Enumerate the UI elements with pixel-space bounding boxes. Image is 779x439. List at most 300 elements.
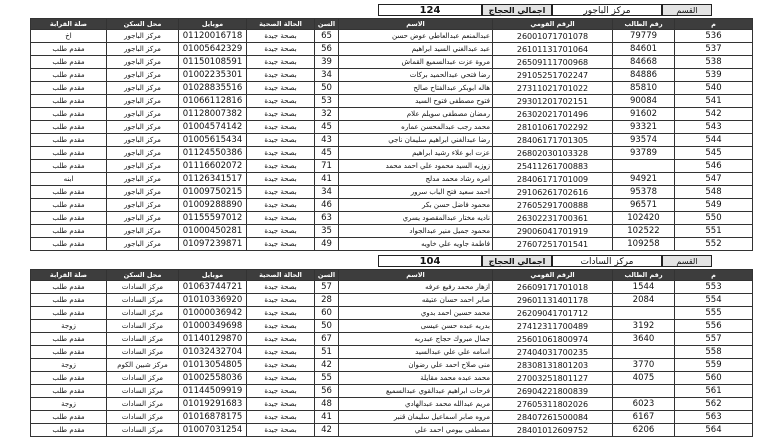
applicant-no-cell: 91602 [613,108,675,121]
age-cell: 35 [315,225,339,238]
national-id-cell: 29106261702616 [493,186,613,199]
mobile-cell: 01128007382 [179,108,247,121]
col-serial: م [675,19,753,30]
address-cell: مركز الباجور [107,108,179,121]
mobile-cell: 01013054805 [179,359,247,372]
health-cell: بصحة جيدة [247,333,315,346]
name-cell: عبدالمنعم عبدالعاطي عوض حسن [339,30,493,43]
serial-cell: 545 [675,147,753,160]
table-row [31,294,753,307]
name-cell: فرحات ابراهيم عبدالقوي عبدالسميع [339,385,493,398]
col-age: السن [315,270,339,281]
mobile-cell: 01009750215 [179,186,247,199]
name-cell: محمود فاضل حسن بكر [339,199,493,212]
section-sadat [30,255,752,437]
mobile-cell: 01019291683 [179,398,247,411]
mobile-cell: 01120016718 [179,30,247,43]
table-row [31,424,753,437]
table-row [31,82,753,95]
name-cell: احمد سعيد فتح الباب سرور [339,186,493,199]
mobile-cell: 01005615434 [179,134,247,147]
applicant-no-cell: 102522 [613,225,675,238]
address-cell: مركز الباجور [107,147,179,160]
relation-cell: مقدم طلب [31,121,107,134]
address-cell: مركز الباجور [107,160,179,173]
address-cell: مركز السادات [107,424,179,437]
col-name: الاسم [339,19,493,30]
age-cell: 34 [315,186,339,199]
address-cell: مركز الباجور [107,69,179,82]
applicant-no-cell [613,160,675,173]
relation-cell: اخ [31,30,107,43]
serial-cell: 548 [675,186,753,199]
total-pilgrims-label: اجمالي الحجاج [482,4,552,16]
relation-cell: مقدم طلب [31,199,107,212]
table-row [31,307,753,320]
applicant-no-cell: 90084 [613,95,675,108]
relation-cell: مقدم طلب [31,238,107,251]
mobile-cell: 01028835516 [179,82,247,95]
health-cell: بصحة جيدة [247,82,315,95]
address-cell: مركز السادات [107,346,179,359]
serial-cell: 537 [675,43,753,56]
name-cell: مروة عزت عبدالسميع القماش [339,56,493,69]
col-address: محل السكن [107,270,179,281]
mobile-cell: 01124550386 [179,147,247,160]
applicant-no-cell: 3770 [613,359,675,372]
serial-cell: 559 [675,359,753,372]
health-cell: بصحة جيدة [247,424,315,437]
age-cell: 34 [315,69,339,82]
health-cell: بصحة جيدة [247,30,315,43]
applicant-no-cell: 79779 [613,30,675,43]
national-id-cell: 29301201702151 [493,95,613,108]
col-applicant-no: رقم الطالب [613,19,675,30]
applicant-no-cell: 93789 [613,147,675,160]
national-id-cell: 28406171701305 [493,134,613,147]
national-id-cell: 26001071701078 [493,30,613,43]
col-mobile: موبايل [179,270,247,281]
applicant-no-cell: 84886 [613,69,675,82]
name-cell: مصطفى بيومي احمد علي [339,424,493,437]
name-cell: عزت ابو علاء رشيد ابراهيم [339,147,493,160]
name-cell: اسامه علي علي عبدالسيد [339,346,493,359]
health-cell: بصحة جيدة [247,385,315,398]
national-id-cell: 27412311700489 [493,320,613,333]
relation-cell: مقدم طلب [31,212,107,225]
total-pilgrims-value: 104 [378,255,482,267]
applicant-no-cell: 85810 [613,82,675,95]
address-cell: مركز السادات [107,294,179,307]
health-cell: بصحة جيدة [247,346,315,359]
serial-cell: 539 [675,69,753,82]
national-id-cell: 26302021701496 [493,108,613,121]
table-row [31,121,753,134]
serial-cell: 556 [675,320,753,333]
table-row [31,359,753,372]
address-cell: مركز الباجور [107,212,179,225]
national-id-cell: 26609171701018 [493,281,613,294]
health-cell: بصحة جيدة [247,359,315,372]
pilgrims-table [30,18,753,251]
address-cell: مركز الباجور [107,121,179,134]
mobile-cell: 01155597012 [179,212,247,225]
col-relation: صلة القرابة [31,19,107,30]
health-cell: بصحة جيدة [247,56,315,69]
serial-cell: 555 [675,307,753,320]
health-cell: بصحة جيدة [247,212,315,225]
name-cell: مريم عبدالله محمد عبدالهادي [339,398,493,411]
applicant-no-cell: 94921 [613,173,675,186]
age-cell: 49 [315,238,339,251]
applicant-no-cell: 102420 [613,212,675,225]
mobile-cell: 01000450281 [179,225,247,238]
national-id-cell: 27003251801127 [493,372,613,385]
health-cell: بصحة جيدة [247,398,315,411]
name-cell: امره رشاد محمد مدلج [339,173,493,186]
age-cell: 55 [315,372,339,385]
age-cell: 42 [315,359,339,372]
age-cell: 41 [315,173,339,186]
serial-cell: 557 [675,333,753,346]
age-cell: 56 [315,385,339,398]
table-row [31,199,753,212]
relation-cell: مقدم طلب [31,225,107,238]
address-cell: مركز السادات [107,411,179,424]
health-cell: بصحة جيدة [247,95,315,108]
relation-cell: مقدم طلب [31,333,107,346]
applicant-no-cell: 93574 [613,134,675,147]
col-national-id: الرقم القومي [493,270,613,281]
serial-cell: 553 [675,281,753,294]
serial-cell: 543 [675,121,753,134]
age-cell: 56 [315,43,339,56]
national-id-cell: 26509111700968 [493,56,613,69]
mobile-cell: 01144509919 [179,385,247,398]
address-cell: مركز الباجور [107,134,179,147]
name-cell: رضا فتحي عبدالحميد بركات [339,69,493,82]
address-cell: مركز الباجور [107,30,179,43]
relation-cell: مقدم طلب [31,281,107,294]
serial-cell: 549 [675,199,753,212]
age-cell: 51 [315,346,339,359]
serial-cell: 541 [675,95,753,108]
serial-cell: 558 [675,346,753,359]
age-cell: 45 [315,121,339,134]
serial-cell: 563 [675,411,753,424]
col-serial: م [675,270,753,281]
table-row [31,30,753,43]
mobile-cell: 01000349698 [179,320,247,333]
address-cell: مركز الباجور [107,199,179,212]
mobile-cell: 01002558036 [179,372,247,385]
serial-cell: 538 [675,56,753,69]
address-cell: مركز الباجور [107,238,179,251]
name-cell: محمد عبده محمد مقايلة [339,372,493,385]
applicant-no-cell: 3640 [613,333,675,346]
serial-cell: 550 [675,212,753,225]
serial-cell: 554 [675,294,753,307]
address-cell: مركز الباجور [107,186,179,199]
age-cell: 65 [315,30,339,43]
applicant-no-cell [613,385,675,398]
health-cell: بصحة جيدة [247,134,315,147]
applicant-no-cell [613,346,675,359]
serial-cell: 562 [675,398,753,411]
national-id-cell: 29105251702247 [493,69,613,82]
health-cell: بصحة جيدة [247,294,315,307]
national-id-cell: 28308131801203 [493,359,613,372]
table-row [31,346,753,359]
national-id-cell: 27607251701541 [493,238,613,251]
address-cell: مركز الباجور [107,56,179,69]
serial-cell: 542 [675,108,753,121]
national-id-cell: 25601061800974 [493,333,613,346]
table-row [31,320,753,333]
mobile-cell: 01000036942 [179,307,247,320]
serial-cell: 564 [675,424,753,437]
mobile-cell: 01126341517 [179,173,247,186]
section-header-band [30,4,752,18]
col-relation: صلة القرابة [31,270,107,281]
health-cell: بصحة جيدة [247,173,315,186]
relation-cell: مقدم طلب [31,134,107,147]
applicant-no-cell [613,307,675,320]
name-cell: محمود جميل منير عبدالجواد [339,225,493,238]
table-row [31,95,753,108]
name-cell: رضا عبدالغني ابراهيم سليمان ناجي [339,134,493,147]
national-id-cell: 29006041701919 [493,225,613,238]
table-row [31,333,753,346]
relation-cell: مقدم طلب [31,56,107,69]
name-cell: جمال مبروك حجاج عبدربه [339,333,493,346]
mobile-cell: 01005642329 [179,43,247,56]
national-id-cell: 27605311802026 [493,398,613,411]
col-national-id: الرقم القومي [493,19,613,30]
age-cell: 43 [315,134,339,147]
age-cell: 41 [315,411,339,424]
table-row [31,56,753,69]
age-cell: 45 [315,147,339,160]
relation-cell: ابنه [31,173,107,186]
health-cell: بصحة جيدة [247,281,315,294]
relation-cell: مقدم طلب [31,294,107,307]
table-row [31,108,753,121]
col-applicant-no: رقم الطالب [613,270,675,281]
applicant-no-cell: 3192 [613,320,675,333]
national-id-cell: 28406171701009 [493,173,613,186]
address-cell: مركز الباجور [107,82,179,95]
mobile-cell: 01097239871 [179,238,247,251]
name-cell: ازهار محمد رفيع عرفه [339,281,493,294]
serial-cell: 546 [675,160,753,173]
applicant-no-cell: 95378 [613,186,675,199]
mobile-cell: 01140129870 [179,333,247,346]
table-row [31,225,753,238]
age-cell: 42 [315,424,339,437]
national-id-cell: 26904221800839 [493,385,613,398]
serial-cell: 551 [675,225,753,238]
address-cell: مركز السادات [107,372,179,385]
relation-cell: مقدم طلب [31,346,107,359]
serial-cell: 544 [675,134,753,147]
national-id-cell: 26302231700361 [493,212,613,225]
table-row [31,372,753,385]
relation-cell: زوجة [31,398,107,411]
serial-cell: 560 [675,372,753,385]
relation-cell: مقدم طلب [31,160,107,173]
serial-cell: 561 [675,385,753,398]
health-cell: بصحة جيدة [247,307,315,320]
applicant-no-cell: 96571 [613,199,675,212]
health-cell: بصحة جيدة [247,411,315,424]
age-cell: 63 [315,212,339,225]
pilgrims-table [30,269,753,437]
relation-cell: مقدم طلب [31,186,107,199]
health-cell: بصحة جيدة [247,160,315,173]
national-id-cell: 27404031700235 [493,346,613,359]
national-id-cell: 28401012609752 [493,424,613,437]
health-cell: بصحة جيدة [247,147,315,160]
col-name: الاسم [339,270,493,281]
age-cell: 28 [315,294,339,307]
address-cell: مركز الباجور [107,225,179,238]
name-cell: فتوح مصطفى فتوح السيد [339,95,493,108]
relation-cell: مقدم طلب [31,108,107,121]
health-cell: بصحة جيدة [247,108,315,121]
name-cell: صابر احمد حسان عتيقه [339,294,493,307]
col-address: محل السكن [107,19,179,30]
center-name: مركز الباجور [552,4,662,16]
mobile-cell: 01150108591 [179,56,247,69]
address-cell: مركز السادات [107,398,179,411]
col-mobile: موبايل [179,19,247,30]
mobile-cell: 01007031254 [179,424,247,437]
address-cell: مركز الباجور [107,43,179,56]
national-id-cell: 28101061702292 [493,121,613,134]
age-cell: 57 [315,281,339,294]
section-label: القسم [662,4,712,16]
table-row [31,238,753,251]
age-cell: 50 [315,82,339,95]
address-cell: مركز السادات [107,320,179,333]
applicant-no-cell: 109258 [613,238,675,251]
mobile-cell: 01004574142 [179,121,247,134]
section-baguor [30,4,752,251]
national-id-cell: 27311021701022 [493,82,613,95]
address-cell: مركز شبين الكوم [107,359,179,372]
health-cell: بصحة جيدة [247,225,315,238]
address-cell: مركز السادات [107,281,179,294]
mobile-cell: 01016878175 [179,411,247,424]
relation-cell: مقدم طلب [31,307,107,320]
applicant-no-cell: 1544 [613,281,675,294]
name-cell: زوزيه السيد محمود علي احمد محمد [339,160,493,173]
name-cell: مروه صابر اسماعيل سليمان قنبر [339,411,493,424]
serial-cell: 547 [675,173,753,186]
section-header-band [30,255,752,269]
relation-cell: مقدم طلب [31,385,107,398]
col-health: الحالة الصحية [247,270,315,281]
name-cell: رمضان مصطفى سويلم علام [339,108,493,121]
mobile-cell: 01002235301 [179,69,247,82]
table-row [31,281,753,294]
mobile-cell: 01009288890 [179,199,247,212]
relation-cell: مقدم طلب [31,95,107,108]
age-cell: 48 [315,398,339,411]
relation-cell: زوجة [31,359,107,372]
mobile-cell: 01116602072 [179,160,247,173]
name-cell: عبد عبدالغني السيد ابراهيم [339,43,493,56]
relation-cell: مقدم طلب [31,43,107,56]
applicant-no-cell: 6206 [613,424,675,437]
age-cell: 67 [315,333,339,346]
relation-cell: مقدم طلب [31,69,107,82]
name-cell: محمد رجب عبدالمحسن عماره [339,121,493,134]
national-id-cell: 26101131701064 [493,43,613,56]
address-cell: مركز السادات [107,385,179,398]
health-cell: بصحة جيدة [247,121,315,134]
national-id-cell: 28407261500084 [493,411,613,424]
serial-cell: 552 [675,238,753,251]
age-cell: 60 [315,307,339,320]
relation-cell: مقدم طلب [31,411,107,424]
col-health: الحالة الصحية [247,19,315,30]
applicant-no-cell: 84668 [613,56,675,69]
name-cell: منى صلاح احمد علي رضوان [339,359,493,372]
name-cell: ناديه مختار عبدالمقصود يسري [339,212,493,225]
table-row [31,411,753,424]
table-row [31,186,753,199]
health-cell: بصحة جيدة [247,199,315,212]
health-cell: بصحة جيدة [247,186,315,199]
applicant-no-cell: 6167 [613,411,675,424]
center-name: مركز السادات [552,255,662,267]
table-row [31,134,753,147]
national-id-cell: 26209041701712 [493,307,613,320]
mobile-cell: 01063744721 [179,281,247,294]
health-cell: بصحة جيدة [247,43,315,56]
national-id-cell: 25411261700883 [493,160,613,173]
applicant-no-cell: 93321 [613,121,675,134]
col-age: السن [315,19,339,30]
table-body [31,30,753,251]
national-id-cell: 27605291700888 [493,199,613,212]
table-row [31,69,753,82]
total-pilgrims-value: 124 [378,4,482,16]
table-row [31,160,753,173]
relation-cell: زوجة [31,320,107,333]
table-row [31,43,753,56]
serial-cell: 536 [675,30,753,43]
table-body [31,281,753,437]
table-row [31,212,753,225]
serial-cell: 540 [675,82,753,95]
relation-cell: مقدم طلب [31,147,107,160]
address-cell: مركز الباجور [107,95,179,108]
applicant-no-cell: 6023 [613,398,675,411]
age-cell: 53 [315,95,339,108]
table-row [31,173,753,186]
relation-cell: مقدم طلب [31,82,107,95]
name-cell: هاله ابوبكر عبدالفتاح صالح [339,82,493,95]
address-cell: مركز السادات [107,333,179,346]
age-cell: 46 [315,199,339,212]
health-cell: بصحة جيدة [247,238,315,251]
mobile-cell: 01066112816 [179,95,247,108]
name-cell: بدريه عبده حسن عيسى [339,320,493,333]
applicant-no-cell: 4075 [613,372,675,385]
